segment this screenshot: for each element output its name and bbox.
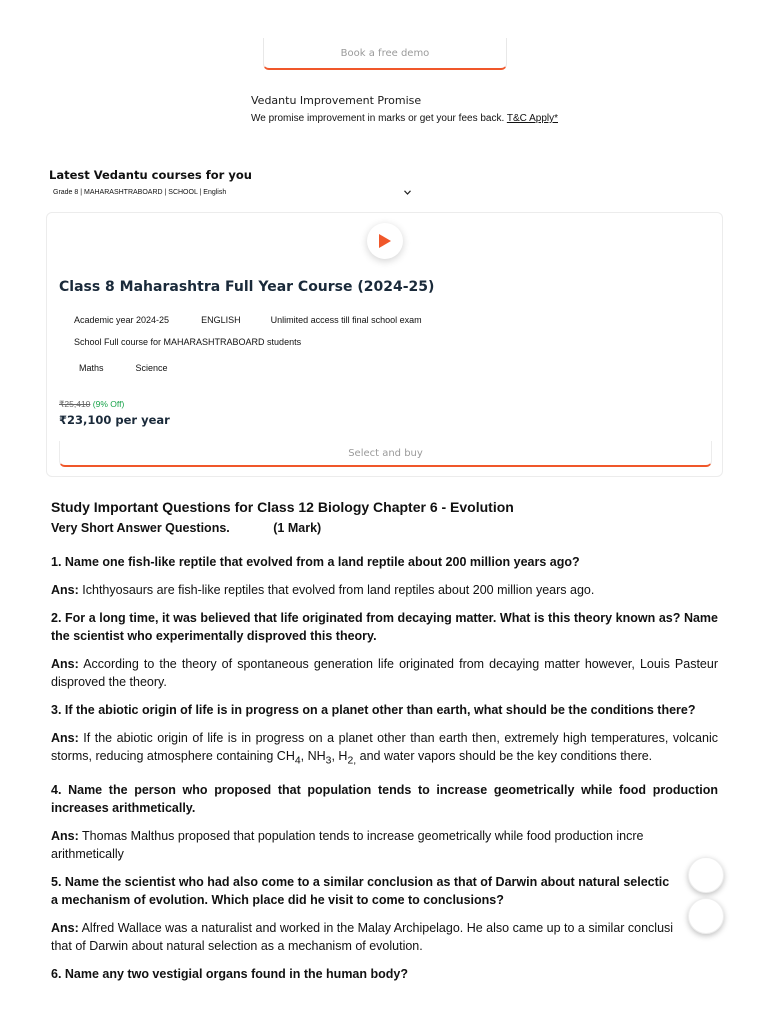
answer-text: and water vapors should be the key conditions there. [356,749,653,763]
question: 2. For a long time, it was believed that life originated from decaying matter. What is this theory known as? Name the scientist who experimentally disproved this theory. [51,611,718,643]
answer-line: arithmetically [51,846,124,861]
section-mark: (1 Mark) [273,521,322,535]
answer-line [51,919,691,937]
question: 4. Name the person who proposed that population tends to increase geometrically while food production increases arithmetically. [51,782,718,815]
article-title: Study Important Questions for Class 12 Biology Chapter 6 - Evolution [51,499,514,515]
subscript: 3 [325,755,332,767]
answer-line [51,827,691,845]
answer-text: , H [331,749,348,763]
subject-tag: Science [135,363,168,373]
answer [51,827,718,863]
select-and-buy-button[interactable]: Select and buy [59,441,712,467]
ans-label: Ans: [51,920,79,935]
latest-courses-title: Latest Vedantu courses for you [49,168,252,182]
ans-label: Ans: [51,731,79,745]
strikethrough-price: ₹25,410 [59,399,91,409]
question [51,873,718,909]
ans-label: Ans: [51,657,79,671]
subject-tag: Maths [79,363,104,373]
course-card[interactable] [46,212,723,477]
promise-text-body: We promise improvement in marks or get your fees back. [251,113,505,124]
course-description: School Full course for MAHARASHTRABOARD students [74,337,302,347]
answer-text: According to the theory of spontaneous generation life originated from decaying matter however, Louis Pasteur disproved the theory. [51,657,718,689]
original-price [59,399,124,410]
article-content [51,499,718,993]
tnc-link[interactable]: T&C Apply* [506,113,558,124]
course-subjects [79,363,200,373]
answer [51,655,718,691]
question: 3. If the abiotic origin of life is in progress on a planet other than earth, what should be the conditions there? [51,703,696,717]
grade-filter-select[interactable] [53,188,413,197]
answer [51,919,718,955]
question-line: a mechanism of evolution. Which place did he visit to come to conclusions? [51,892,504,907]
play-icon [378,233,392,249]
academic-year: Academic year 2024-25 [74,315,170,325]
book-demo-button[interactable]: Book a free demo [263,38,507,70]
answer-text: Thomas Malthus proposed that population tends to increase geometrically while food production incre [82,828,644,843]
question: 6. Name any two vestigial organs found in the human body? [51,966,408,981]
floating-action-button[interactable] [688,857,724,893]
question: 1. Name one fish-like reptile that evolved from a land reptile about 200 million years ago? [51,555,580,569]
current-price: ₹23,100 per year [59,413,170,427]
question-line: 5. Name the scientist who had also come to a similar conclusion as that of Darwin about natural selectic [51,874,670,889]
play-video-button[interactable] [367,223,403,259]
ans-label: Ans: [51,828,79,843]
course-access: Unlimited access till final school exam [270,315,422,325]
subscript: 4 [294,755,301,767]
promise-text [251,113,558,124]
section-heading [51,521,718,535]
ans-label: Ans: [51,583,79,597]
answer-line: that of Darwin about natural selection as a mechanism of evolution. [51,938,423,953]
subscript: 2, [347,755,357,767]
answer-text: Ichthyosaurs are fish-like reptiles that evolved from land reptiles about 200 million years ago. [82,583,595,597]
course-title[interactable]: Class 8 Maharashtra Full Year Course (2024-25) [59,279,435,295]
promise-title: Vedantu Improvement Promise [251,94,422,107]
answer [51,581,718,599]
course-meta [74,315,454,325]
floating-chat-button[interactable] [688,898,724,934]
course-language: ENGLISH [201,315,241,325]
section-title: Very Short Answer Questions. [51,521,230,535]
grade-filter-value: Grade 8 | MAHARASHTRABOARD | SCHOOL | English [53,189,227,196]
chevron-down-icon [404,188,411,197]
answer-text: Alfred Wallace was a naturalist and worked in the Malay Archipelago. He also came up to a similar conclusi [81,920,674,935]
discount-badge: (9% Off) [92,399,125,409]
answer [51,729,718,771]
answer-text: If the abiotic origin of life is in progress on a planet other than earth then, extremely high temperatures, volcanic storms, reducing atmosphere containing CH [51,731,718,763]
answer-text: , NH [300,749,326,763]
